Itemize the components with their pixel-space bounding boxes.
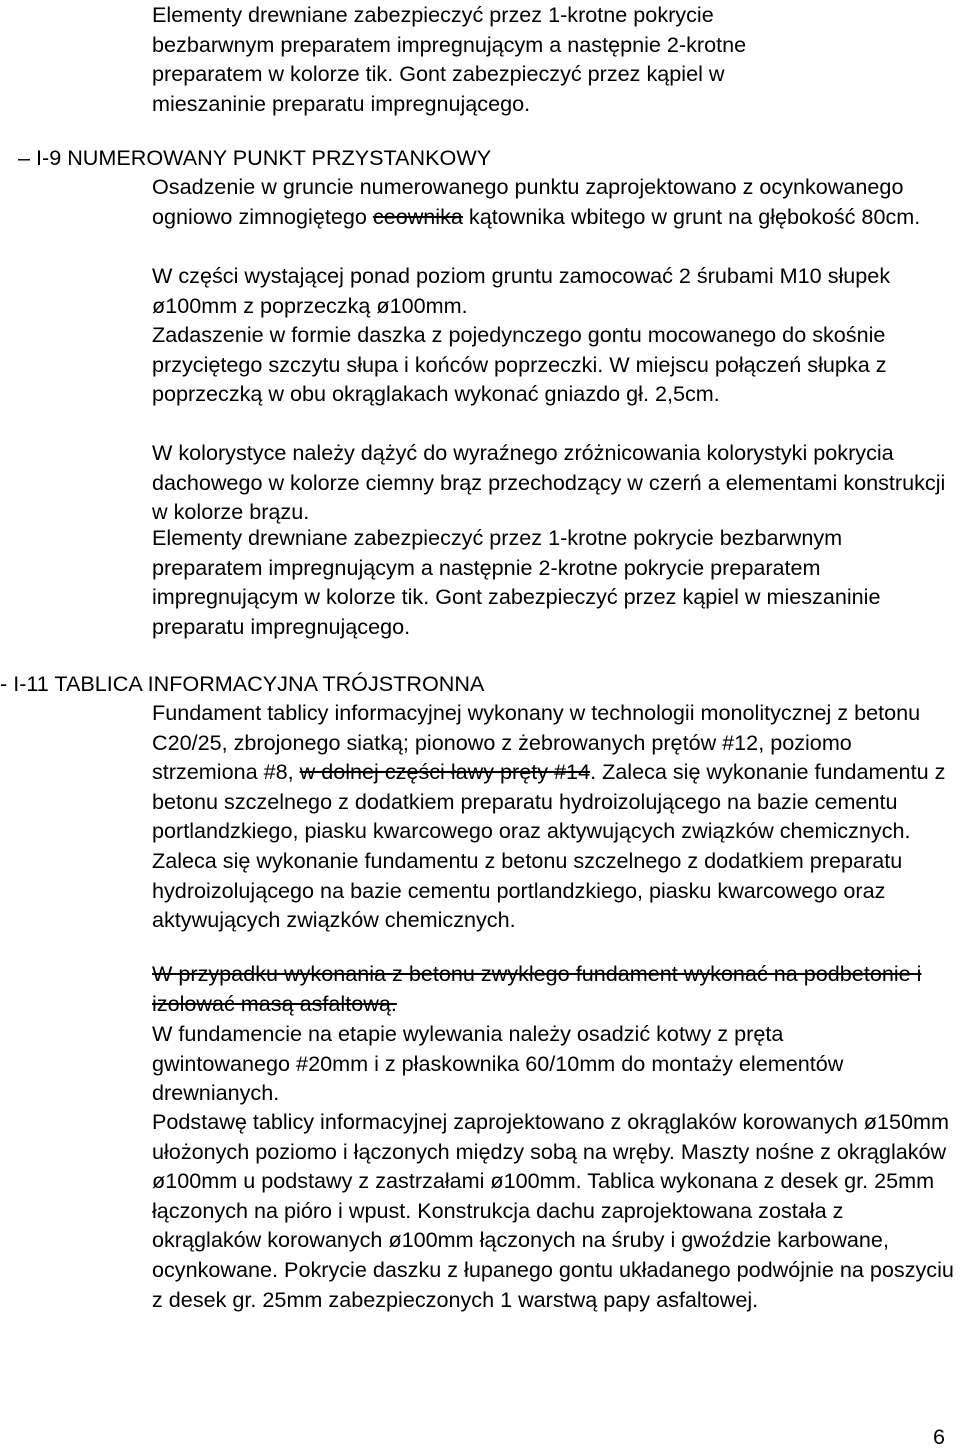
i11-paragraph-foundation-text-end: . Zaleca się wykonanie fundamentu z betonu szczelnego z dodatkiem preparatu hydroizolującego na bazie cementu portlandzkiego, piasku kwarcowego oraz aktywujących związków chemicznych. Zaleca się wykonanie fundamentu z betonu szczelnego z dodatkiem preparatu hydroizolującego na bazie cementu portlandzkiego, piasku kwarcowego oraz aktywujących związków chemicznych. [152,759,946,933]
i9-paragraph-roof: Zadaszenie w formie daszka z pojedynczego gontu mocowanego do skośnie przyciętego szczytu słupa i końców poprzeczki. W miejscu połączeń słupka z poprzeczką w obu okrąglakach wykonać gniazdo gł. 2,5cm. [152,322,887,407]
i9-paragraph-colors: W kolorystyce należy dążyć do wyraźnego zróżnicowania kolorystyki pokrycia dachowego w kolorze ciemny brąz przechodzący w czerń a elementami konstrukcji w kolorze brązu. [152,440,946,525]
i11-paragraph-foundation-text-start: Fundament tablicy informacyjnej wykonany w technologii monolitycznej z betonu C20/25, zbrojonego siatką; pionowo z żebrowanych prętów #12, poziomo strzemiona #8, [152,700,921,785]
i9-paragraph-foundation-text-start: Osadzenie w gruncie numerowanego punktu zaprojektowano z ocynkowanego ogniowo zimnogiętego [152,174,904,229]
page-number: 6 [933,1424,946,1449]
intro-paragraph: Elementy drewniane zabezpieczyć przez 1-krotne pokrycie bezbarwnym preparatem impregnującym a następnie 2-krotne preparatem w kolorze tik. Gont zabezpieczyć przez kąpiel w mieszaninie preparatu impregnującego. [152,2,747,116]
i11-paragraph-foundation [152,698,958,935]
struck-text: w dolnej części ławy pręty #14 [299,759,591,785]
i9-paragraph-mounting: W części wystającej ponad poziom gruntu zamocować 2 śrubami M10 słupek ø100mm z poprzeczką ø100mm. [152,263,891,318]
i11-paragraph-struck: W przypadku wykonania z betonu zwykłego fundament wykonać na podbetonie i izolować masą asfaltową. [152,961,922,1016]
section-heading-i9: – I-9 NUMEROWANY PUNKT PRZYSTANKOWY [18,145,492,170]
i9-paragraph-foundation [152,172,958,231]
i9-paragraph-protection: Elementy drewniane zabezpieczyć przez 1-krotne pokrycie bezbarwnym preparatem impregnującym a następnie 2-krotne pokrycie preparatem impregnującym w kolorze tik. Gont zabezpieczyć przez kąpiel w mieszaninie preparatu impregnującego. [152,525,881,639]
section-heading-i11: - I-11 TABLICA INFORMACYJNA TRÓJSTRONNA [0,671,485,696]
i11-paragraph-structure: Podstawę tablicy informacyjnej zaprojektowano z okrąglaków korowanych ø150mm ułożonych poziomo i łączonych między sobą na wręby. Maszty nośne z okrąglaków ø100mm u podstawy z zastrzałami ø100mm. Tablica wykonana z desek gr. 25mm łączonych na pióro i wpust. Konstrukcja dachu zaprojektowana została z okrąglaków korowanych ø100mm łączonych na śruby i gwoździe karbowane, ocynkowane. Pokrycie daszku z łupanego gontu układanego podwójnie na poszyciu z desek gr. 25mm zabezpieczonych 1 warstwą papy asfaltowej. [152,1109,954,1312]
i9-paragraph-foundation-text-end: kątownika wbitego w grunt na głębokość 80cm. [462,203,921,229]
i11-paragraph-anchors: W fundamencie na etapie wylewania należy osadzić kotwy z pręta gwintowanego #20mm i z płaskownika 60/10mm do montaży elementów drewnianych. [152,1021,844,1106]
struck-text: ceownika [372,203,463,229]
